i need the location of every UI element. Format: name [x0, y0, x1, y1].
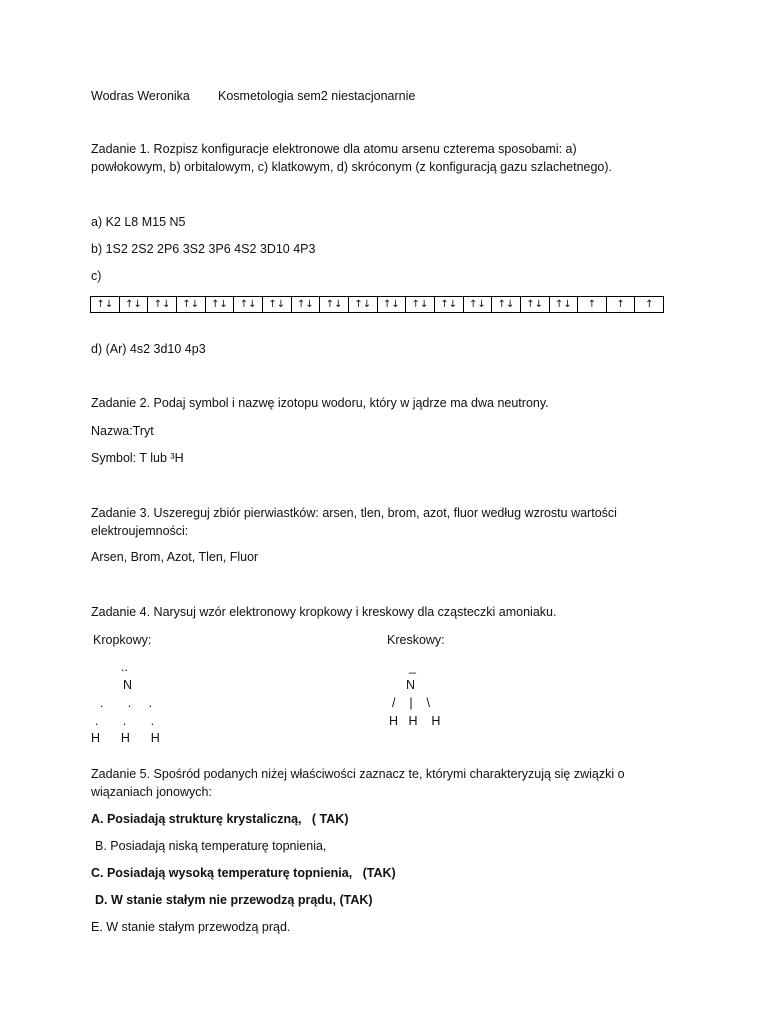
dot-formula-line: N	[123, 678, 133, 692]
orbital-box: ↑↓	[91, 296, 120, 313]
task3-answer: Arsen, Brom, Azot, Tlen, Fluor	[91, 550, 259, 564]
task1-question-line1: Zadanie 1. Rozpisz konfiguracje elektronowe dla atomu arsenu czterema sposobami: a)	[91, 142, 577, 156]
dot-formula-line: H H H	[91, 731, 160, 745]
orbital-box: ↑↓	[550, 296, 579, 313]
task5-question-line1: Zadanie 5. Spośród podanych niżej właściwości zaznacz te, którymi charakteryzują się związki o	[91, 767, 625, 781]
orbital-box: ↑↓	[234, 296, 263, 313]
task2-name: Nazwa:Tryt	[91, 424, 154, 438]
task1-answer-c: c)	[91, 269, 102, 283]
orbital-box: ↑↓	[435, 296, 464, 313]
orbital-box: ↑↓	[177, 296, 206, 313]
dash-formula-line: / | \	[392, 696, 430, 710]
task1-answer-a: a) K2 L8 M15 N5	[91, 215, 186, 229]
orbital-box: ↑	[635, 296, 664, 313]
dot-formula-line: . . .	[100, 696, 153, 710]
orbital-box: ↑	[578, 296, 607, 313]
task3-question-line1: Zadanie 3. Uszereguj zbiór pierwiastków: arsen, tlen, brom, azot, fluor według wzrostu wartości	[91, 506, 617, 520]
dash-formula-label: Kreskowy:	[387, 633, 445, 647]
task5-option-d: D. W stanie stałym nie przewodzą prądu, (TAK)	[95, 893, 373, 907]
orbital-box: ↑↓	[378, 296, 407, 313]
task5-question-line2: wiązaniach jonowych:	[91, 785, 212, 799]
course-name: Kosmetologia sem2 niestacjonarnie	[218, 89, 416, 103]
task1-answer-b: b) 1S2 2S2 2P6 3S2 3P6 4S2 3D10 4P3	[91, 242, 316, 256]
task2-symbol: Symbol: T lub ³H	[91, 451, 184, 465]
task5-option-e: E. W stanie stałym przewodzą prąd.	[91, 920, 291, 934]
task1-answer-d: d) (Ar) 4s2 3d10 4p3	[91, 342, 206, 356]
orbital-box: ↑↓	[464, 296, 493, 313]
orbital-box: ↑↓	[148, 296, 177, 313]
dash-formula-line: H H H	[389, 714, 441, 728]
orbital-box: ↑↓	[206, 296, 235, 313]
orbital-box: ↑↓	[492, 296, 521, 313]
task2-question: Zadanie 2. Podaj symbol i nazwę izotopu wodoru, który w jądrze ma dwa neutrony.	[91, 396, 549, 410]
orbital-box: ↑↓	[349, 296, 378, 313]
dash-formula-line: N	[406, 678, 416, 692]
dot-formula-line: . . .	[95, 714, 155, 728]
task4-question: Zadanie 4. Narysuj wzór elektronowy kropkowy i kreskowy dla cząsteczki amoniaku.	[91, 605, 557, 619]
task1-question-line2: powłokowym, b) orbitalowym, c) klatkowym, d) skróconym (z konfiguracją gazu szlachetnego).	[91, 160, 613, 174]
orbital-box: ↑↓	[292, 296, 321, 313]
dash-formula-line: _	[409, 660, 416, 674]
orbital-box: ↑↓	[120, 296, 149, 313]
orbital-box: ↑	[607, 296, 636, 313]
dot-formula-line: ..	[121, 660, 128, 674]
task5-option-b: B. Posiadają niską temperaturę topnienia,	[95, 839, 327, 853]
author-name: Wodras Weronika	[91, 89, 190, 103]
orbital-box: ↑↓	[320, 296, 349, 313]
orbital-box-diagram	[90, 296, 664, 313]
orbital-box: ↑↓	[263, 296, 292, 313]
orbital-box: ↑↓	[521, 296, 550, 313]
orbital-box: ↑↓	[406, 296, 435, 313]
dot-formula-label: Kropkowy:	[93, 633, 152, 647]
task5-option-a: A. Posiadają strukturę krystaliczną, ( TAK)	[91, 812, 349, 826]
task3-question-line2: elektroujemności:	[91, 524, 189, 538]
task5-option-c: C. Posiadają wysoką temperaturę topnienia, (TAK)	[91, 866, 396, 880]
